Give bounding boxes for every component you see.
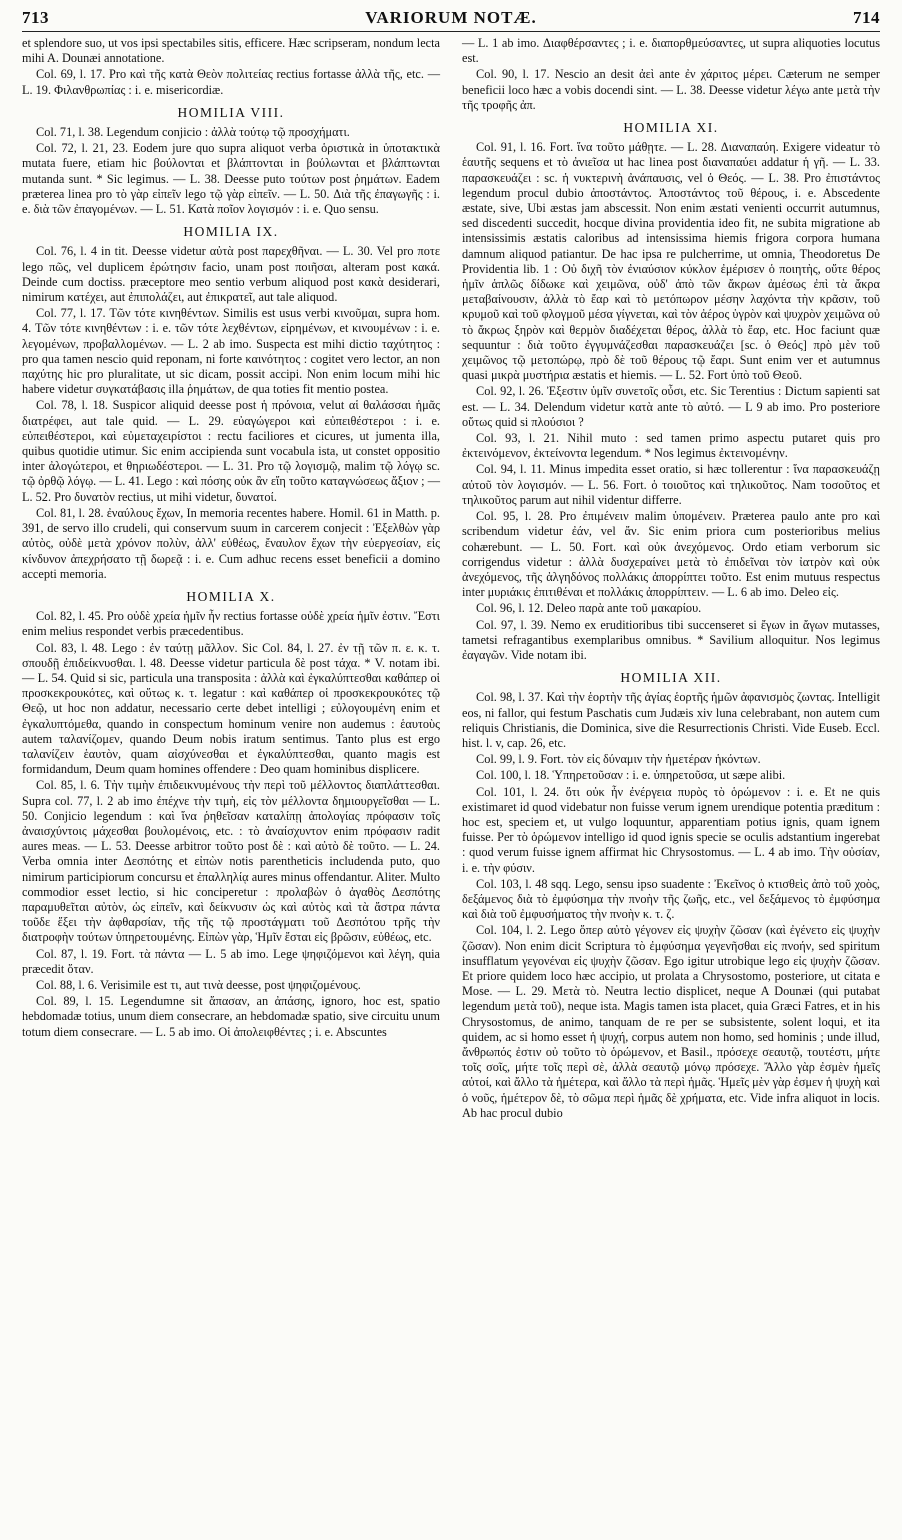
page-number-left: 713: [22, 8, 49, 27]
left-column: [22, 36, 440, 1122]
note-paragraph: Col. 72, l. 21, 23. Eodem jure quo supra aliquot verba ὁριστικὰ in ὑποτακτικὰ mutata fuere, etiam hic βούλονται et βλάπτονται in βούλωνται et βλάπτωνται mutanda sunt. * Sic legimus. — L. 38. Deesse puto τούτων post ῥημάτων. Eadem præterea linea pro τὸ γὰρ εἰπεῖν lego τῷ γὰρ εἰπεῖν. — L. 50. Διὰ τῆς ἐπαγωγῆς : i. e. διὰ τῶν ἐπαγομένων. — L. 51. Κατὰ ποῖον λογισμόν : i. e. Quo sensu.: [22, 141, 440, 217]
section-heading: HOMILIA X.: [186, 588, 276, 604]
note-paragraph: Col. 76, l. 4 in tit. Deesse videtur αὐτὰ post παρεχθῆναι. — L. 30. Vel pro ποτε lego πῶς, vel duplicem ἐρώτησιν facio, unam post ποιῆσαι, alteram post κακά. Deinde cum doctiss. præceptore meo sentio verbum aliquod post κακὰ desiderari, nimirum κατέχει, aut ἐπιπολάζει, aut ἐπικρατεῖ, aut tale aliquod.: [22, 244, 440, 305]
note-paragraph: Col. 90, l. 17. Nescio an desit ἀεὶ ante ἐν χάριτος μέρει. Cæterum ne semper beneficii loco hæc a vobis docendi sint. — L. 38. Deesse videtur λέγω ante μετὰ τὴν τῆς τροφῆς ἀπ.: [462, 67, 880, 112]
note-paragraph: Col. 77, l. 17. Τῶν τότε κινηθέντων. Similis est usus verbi κινοῦμαι, supra hom. 4. Τῶν τότε κινηθέντων : i. e. τῶν τότε λεχθέντων, εἰρημένων, et κινουμένων : i. e. λεγομένων, προβαλλομένων. — L. 2 ab imo. Suspecta est mihi dictio ταχύτητος : pro qua tamen nescio quid reponam, ni forte καινότητος : cogitet vero lector, an non παχύτης hic pro pluralitate, ut sic dicam, possit accipi. Non enim locum mihi hic habere videtur συγκατάβασις illa ῥημάτων, de qua toties fit mentio postea.: [22, 306, 440, 397]
note-paragraph: Col. 85, l. 6. Τὴν τιμὴν ἐπιδεικνυμένους τὴν περὶ τοῦ μέλλοντος διαπλάττεσθαι. Supra col. 77, l. 2 ab imo ἐπέχνε τὴν τιμὴ, εἰς τὸν μέλλοντα δημιουργεῖσθαι — L. 50. Conjicio legendum : καὶ ἵνα ῥηθεῖσαν καταλίπῃ ἀπολογίας πρόφασιν τοῖς ἀναισχύντοις μάχεσθαι βουλομένοις, etc. : τὸ ἀναίσχυντον enim πρόφασιν radit aures meas. — L. 53. Deesse arbitror τοῦτο post δὲ : καὶ αὐτὸ δὲ τοῦτο. — L. 24. Verba omnia inter Δεσπότης et εἰπὼν notis parentheticis includenda puto, quo nimirum participiorum concursu et ἐπαλληλίᾳ aures minus offendantur. Aliter. Multo commodior esset lectio, si hic conciperetur : προλαβὼν ὁ ἀγαθὸς Δεσπότης παραμυθεῖται αὐτὸν, ὡς εἰπεῖν, καὶ δείκνυσιν ὡς καὶ αὐτὸς καὶ τὰ ἄστρα πάντα τοῦδε ἕξει τὴν ἀφθαρσίαν, τῆς τῆς τῷ προστάγματι τοῦ Δεσπότου τρῆς τὴν διατροφὴν τούτων ὑπηρετουμένης. Εἰπὼν γὰρ, Ἡμῖν ἔσται εἰς βρῶσιν, εὐθέως, etc.: [22, 778, 440, 945]
note-paragraph: Col. 98, l. 37. Καὶ τὴν ἑορτὴν τῆς ἁγίας ἑορτῆς ἡμῶν ἀφανισμὸς ζωντας. Intelligit eos, ni fallor, qui festum Paschatis cum Judæis xiv luna celebrabant, non autem cum reliquis Christianis, die Dominica, sive die Resurrectionis Christi. Vide Euseb. Eccl. hist. l. v, cap. 26, etc.: [462, 690, 880, 750]
note-paragraph: Col. 87, l. 19. Fort. τὰ πάντα — L. 5 ab imo. Lege ψηφιζόμενοι καὶ λέγη, quia præcedit ὅταν.: [22, 946, 440, 976]
running-head: [22, 8, 880, 32]
note-paragraph: Col. 93, l. 21. Nihil muto : sed tamen primo aspectu putaret quis pro ἐκτεινόμενον, ἐκτείνοντα legendum. * Nos legimus ἐκτεινομένην.: [462, 431, 880, 461]
note-paragraph: Col. 104, l. 2. Lego ὅπερ αὐτὸ γέγονεν εἰς ψυχὴν ζῶσαν (καὶ ἐγένετο εἰς ψυχὴν ζῶσαν). Non enim dicit Scriptura τὸ ἐμφύσημα γεγενῆσθαι εἰς πνοήν, sed spiritum insufflatum γεγονέναι εἰς ψυχὴν ζῶσαν. Ego igitur utrobique lego εἰς ψυχὴν ζῶσαν. Et priore quidem loco hæc accipio, ut prolata a Chrysostomo, posteriore, ut citata e Mose. — L. 29. Μετὰ τὸ. Neutra lectio displicet, neque A Dounæi (qui putabat legendum μετὰ τοῦ), neque ista. Magis tamen ista placet, quia Græci Fatres, et in his Chrysostomus, de animo, tanquam de re per se subsistente, solent loqui, et ita quidem, ac si homo esset ἡ ψυχή, corpus autem non homo, sed hominis ; unde illud, ἄνθρωπός ἐστιν οὐ τοῦτο τὸ ὁρώμενον, et Basil., πρόσεχε σεαυτῷ, τουτέστι, μήτε τοῖς σοῖς, μήτε τοῖς περὶ σὲ, ἀλλὰ σεαυτῷ μόνῳ πρόσεχε. Ἄλλο γὰρ ἐσμὲν ἡμεῖς αὐτοί, καὶ ἄλλο τὰ ἡμέτερα, καὶ ἄλλο τὰ περὶ ἡμᾶς. Ἡμεῖς μὲν γὰρ ἐσμεν ἡ ψυχὴ καὶ ὁ νοῦς, ἡμέτερον δὲ, τὸ σῶμα περὶ ἡμᾶς δὲ χρήματα, etc. Vide infra aliquot in locis. Ab hac procul dubio: [462, 923, 880, 1120]
section-heading: HOMILIA XII.: [620, 670, 722, 686]
note-paragraph: Col. 92, l. 26. Ἐξεστιν ὑμῖν συνετοῖς οὖσι, etc. Sic Terentius : Dictum sapienti sat est. — L. 34. Delendum videtur κατὰ ante τὸ αὐτό. — L 9 ab imo. Pro posteriore οὕτως quid si πλούσιοι ?: [462, 384, 880, 429]
note-paragraph: Col. 94, l. 11. Minus impedita esset oratio, si hæc tollerentur : ἵνα παρασκευάζῃ αὐτοῦ τὸν λογισμόν. — L. 56. Fort. ὁ τοιοῦτος καὶ τηλικοῦτος. Nam τοσοῦτος et τηλικοῦτος parum aut nihil videntur differre.: [462, 462, 880, 507]
note-paragraph: Col. 96, l. 12. Deleo παρὰ ante τοῦ μακαρίου.: [476, 601, 702, 616]
right-column: [462, 36, 880, 1122]
section-heading: HOMILIA VIII.: [177, 104, 285, 120]
note-paragraph: Col. 103, l. 48 sqq. Lego, sensu ipso suadente : Ἐκεῖνος ὁ κτισθεὶς ἀπὸ τοῦ χοὸς, δεξάμενος διὰ τὸ ἐμφύσημα τὴν πνοὴν τῆς ζωῆς, etc., vel δεξάμενος τὸ ἐμφύσημα καὶ διὰ τοῦ ἐμφυσήματος τὴν πνοὴν κ. τ. ζ.: [462, 876, 880, 922]
note-paragraph: Col. 95, l. 28. Pro ἐπιμένειν malim ὑπομένειν. Præterea paulo ante pro καὶ scribendum videtur ἐάν, vel ἄν. Sic enim priora cum posterioribus melius cohærebunt. — L. 50. Fort. καὶ οὐκ ἀνεχόμενος. Ordo etiam verborum sic corrigendus videtur : ἀλλὰ δυσχεραίνει μετὰ τὸ ἐπιδεῖναι τὸν ἰατρὸν καὶ οὐκ ἀνεχόμενος, τῆς ἀλγηδόνος πολλάκις ἀπορρίπτει τοῦτο. Est enim mutuus respectus inter μυριάκις ἐπιτιθέναι et πολλάκις ἀπορρίπτειν. — L. 6 ab imo. Deleo εἰς.: [462, 509, 880, 600]
note-paragraph: Col. 99, l. 9. Fort. τὸν εἰς δύναμιν τὴν ἡμετέραν ἡκόντων.: [476, 752, 761, 767]
section-heading: HOMILIA XI.: [623, 120, 719, 136]
note-paragraph: Col. 88, l. 6. Verisimile est τι, aut τινὰ deesse, post ψηφιζομένους.: [36, 977, 361, 992]
note-paragraph: et splendore suo, ut vos ipsi spectabiles sitis, efficere. Hæc scripseram, nondum lecta mihi A. Dounæi annotatione.: [22, 36, 440, 66]
page-title: VARIORUM NOTÆ.: [365, 8, 537, 27]
note-paragraph: Col. 78, l. 18. Suspicor aliquid deesse post ἡ πρόνοια, velut αἱ θαλάσσαι ἡμᾶς διατρέφει, aut tale quid. — L. 29. εὐαγώγεροι καὶ εὐπειθέστεροι : i. e. εὐπειθέστεροι, καὶ εὐμεταχειρίστοι : rectu faciliores et cicures, ut jumenta illa, quibus quotidie utimur. Sic enim accipienda sunt vocabula ista, ut constet oppositio inter ἀλογώτεροι, et θηριωδέστεροι. — L. 31. Pro τῷ λογισμῷ, malim τῷ λόγῳ sc. τῷ ὀρθῷ λόγῳ. — L. 41. Lego : καὶ πόσης οὐκ ἂν εἴη τοῦτο καταγνώσεως ἄξιον ; — L. 52. Pro δυνατὸν rectius, ut mihi videtur, δυνατοί.: [22, 398, 440, 504]
note-paragraph: Col. 82, l. 45. Pro οὐδὲ χρεία ἡμῖν ἦν rectius fortasse οὐδὲ χρεία ἡμῖν ἐστιν. Ἔστι enim melius respondet verbis præcedentibus.: [22, 609, 440, 639]
note-paragraph: Col. 100, l. 18. Ὑπηρετοῦσαν : i. e. ὑπηρετοῦσα, ut sæpe alibi.: [476, 768, 786, 783]
note-paragraph: Col. 89, l. 15. Legendumne sit ἅπασαν, an ἀπάσης, ignoro, hoc est, spatio hebdomadæ totius, unum diem consecrare, an hebdomadæ spatio, sive circuitu unum totum diem consecrare. — L. 5 ab imo. Οἱ ἀπολειφθέντες ; i. e. Abscuntes: [22, 994, 440, 1039]
note-paragraph: Col. 97, l. 39. Nemo ex eruditioribus tibi succenseret si ἔγων in ἄγων mutasses, tametsi refragantibus exemplaribus omnibus. * Savilium alloquitur. Nos legimus ἐαγαγῶν. Vide notam ibi.: [462, 617, 880, 662]
note-paragraph: Col. 101, l. 24. ὅτι οὐκ ἦν ἐνέργεια πυρὸς τὸ ὁρώμενον : i. e. Et ne quis existimaret id quod videbatur non fuisse verum ignem urendique potentia præditum : hoc est, speciem et, ut vulgo loquuntur, apparentiam potius ignis, quam ignem fuisse. Per τὸ ὁρώμενον intelligo id quod ignis specie se oculis adstantium ingerebat : quod verum fuisse ignem affirmat hic Chrysostomus. — L. 4 ab imo. Τὴν οὐσίαν, i. e. τὴν φύσιν.: [462, 784, 880, 875]
note-paragraph: Col. 69, l. 17. Pro καὶ τῆς κατὰ Θεὸν πολιτείας rectius fortasse ἀλλὰ τῆς, etc. — L. 19. Φιλανθρωπίας : i. e. misericordiæ.: [22, 67, 440, 97]
page-number-right: 714: [852, 8, 880, 27]
section-heading: HOMILIA IX.: [183, 224, 279, 240]
text-columns: [22, 36, 880, 1122]
note-paragraph: Col. 81, l. 28. ἐναύλους ἔχων, In memoria recentes habere. Homil. 61 in Matth. p. 391, de servo illo crudeli, qui conservum suum in carcerem conjecit : Ἐξελθὼν γὰρ αὐτὸς, οὐδὲ μετὰ χρόνον πολὺν, ἀλλ' εὐθέως, ἔναυλον ἔχων τὴν εὐεργεσίαν, εἰς κίνδυνον ἀπεχρήσατο τῇ δωρεᾷ : i. e. Cum adhuc recens esset beneficii a domino accepti memoria.: [22, 505, 440, 581]
note-paragraph: Col. 91, l. 16. Fort. ἵνα τοῦτο μάθῃτε. — L. 28. Διαναπαύη. Exigere videatur τὸ ἑαυτῆς sequens et τὸ ἀνιεῖσα ut hac linea post διαναπαύει addatur ἡ γῆ. — L. 33. παρασκευάζει : sc. ἡ νυκτερινὴ ἀνάπαυσις, vel ὁ Θεός. — L. 38. Pro ἐπιστάντος legendum procul dubio ἀποστάντος. Ἀποστάντος τοῦ θέρους, i. e. Abscedente æstate, sive, Ubi æstas jam abscessit. Non enim æstati venienti occurrit autumnus, sed discedenti succedit, hocque divina providentia ideo fit, ne subita migratione ab intensissimis æstatis caloribus ad intensissima hiemis frigora corpora humana damnum aliquod patiantur. De hac ipsa re pulcherrime, ut omnia, Theodoretus De Providentia lib. 1 : Οὐ διχῆ τὸν ἐνιαύσιον κύκλον ἐμέρισεν ὁ ποιητὴς, οὔτε θέρος ἡμῖν ἁπλῶς δίδωκε καὶ χειμῶνα, οὐδ' ἀπὸ τῶν ἄκρων ἀμέσως ἐπὶ τὰ ἄκρα μεταβαίνουσιν, ἀλλὰ τὸ ἔαρ καὶ τὸ μετόπωρον μέσην λαχόντα τὴν κρᾶσιν, τοῦ κρυμοῦ καὶ τοῦ φλογμοῦ μέσα γίγνεται, καὶ τὸν ἀέρος ὑγρὸν καὶ ψυχρὸν χειμῶνα οὐ τὸ ἄκρως ξηρὸν καὶ θερμὸν διαδέχεται θέρος, ἀλλὰ τὸ ἔαρ, etc. Hoc faciunt quæ sequuntur : διὰ τοῦτο ἐγγυμνάζεσθαι παρασκευάζει [sc. ὁ Θεός] πρὸ μὲν τοῦ χειμῶνος τῷ μετοπώρῳ, πρὸ δὲ τοῦ θέρους τῷ ἔαρι. Sunt enim ver et autumnus quasi μικρὰ μυστήρια æstatis et hiemis. — L. 52. Fort ὑπὸ τοῦ Θεοῦ.: [462, 140, 880, 383]
note-paragraph: Col. 83, l. 48. Lego : ἐν ταύτῃ μᾶλλον. Sic Col. 84, l. 27. ἐν τῇ τῶν π. ε. κ. τ. σπουδῇ ἐπιδείκνυσθαι. l. 48. Deesse videtur particula δὲ post τάχα. * V. notam ibi. — L. 54. Quid si sic, particula una transposita : ἀλλὰ καὶ ἐγκαλύπτεσθαι καθάπερ οἱ προσκεκρουκότες, καὶ οὕτως κ. τ. legatur : καὶ καθάπερ οἱ προσκεκρουκότες τῷ Θεῷ, ut hoc non addatur, necessario certe debet intelligi ; εὐλογουμένη enim et ἐγκαλυπτόμεθα, quando in conspectum hominum venire non audemus : ἑαυτοὺς autem ταλανίζομεν, quando Deum nobis iratum sentimus. Tanto plus est ergo ταλανίζειν ἑαυτὸν, quam αἰσχύνεσθαι et ἐγκαλύπτεσθαι, quanto magis est formidandum, Deum quam homines offendere : Deo quam hominibus displicere.: [22, 640, 440, 777]
note-paragraph: — L. 1 ab imo. Διαφθέρσαντες ; i. e. διαπορθμεύσαντες, ut supra aliquoties locutus est.: [462, 36, 880, 66]
note-paragraph: Col. 71, l. 38. Legendum conjicio : ἀλλὰ τούτῳ τῷ προσχήματι.: [36, 125, 350, 140]
